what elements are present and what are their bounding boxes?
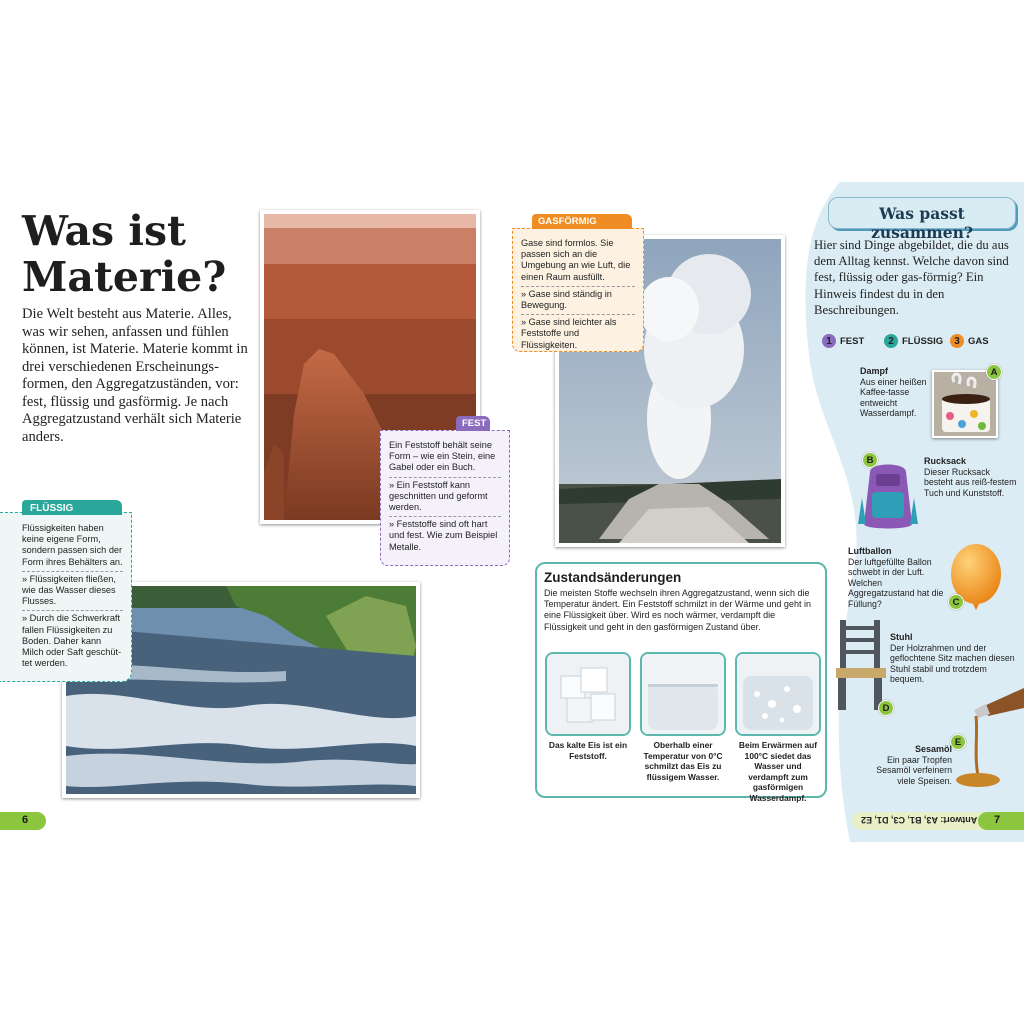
quiz-intro: Hier sind Dinge abgebildet, die du aus dem Alltag kennst. Welche davon sind fest, flüssig oder gas-förmig? Ein Hinweis findest du in den Beschreibungen. bbox=[814, 238, 1009, 317]
item-name-luftballon: Luftballon bbox=[848, 546, 892, 556]
chair-image bbox=[832, 618, 888, 712]
legend-label-fest: FEST bbox=[840, 335, 865, 347]
beaker-steam-image bbox=[735, 652, 821, 736]
answer-strip bbox=[852, 812, 986, 830]
item-letter-e: E bbox=[950, 734, 966, 750]
beaker-water-caption: Oberhalb einer Temperatur von 0°C schmilzt das Eis zu flüssigem Wasser. bbox=[643, 740, 723, 782]
legend-label-fluessig: FLÜSSIG bbox=[902, 335, 944, 347]
item-name-sesamoel: Sesamöl bbox=[914, 744, 952, 754]
gas-paragraph-1: Gase sind formlos. Sie passen sich an die Umgebung an wie Luft, die einen Raum ausfüllt. bbox=[521, 238, 631, 282]
coffee-cup-image bbox=[932, 370, 998, 438]
legend-number-2: 2 bbox=[884, 334, 898, 348]
zustand-title: Zustandsänderungen bbox=[544, 570, 682, 585]
legend-item-fest bbox=[822, 334, 864, 348]
fluessig-tag: FLÜSSIG bbox=[22, 500, 122, 515]
page-number-right: 7 bbox=[978, 812, 1024, 830]
legend-number-1: 1 bbox=[822, 334, 836, 348]
gasfoermig-infobox bbox=[512, 228, 644, 352]
item-letter-c: C bbox=[948, 594, 964, 610]
page-title: Was ist Materie? bbox=[22, 207, 227, 301]
beaker-steam-caption: Beim Erwärmen auf 100°C siedet das Wasser und verdampft zum gasförmigen Wasserdampf. bbox=[738, 740, 818, 803]
item-name-dampf: Dampf bbox=[860, 366, 889, 376]
legend-label-gas: GAS bbox=[968, 335, 989, 347]
beaker-ice-image bbox=[545, 652, 631, 736]
intro-text: Die Welt besteht aus Materie. Alles, was wir sehen, anfassen und fühlen können, ist Materie. Materie kommt in drei verschiedenen Erscheinungs-formen, den Aggregatzuständen, vor: fest, flüssig und gasförmig. Je nach Aggregatzustand verhält sich Materie anders. bbox=[22, 306, 248, 445]
quiz-item-sesamoel bbox=[856, 744, 952, 786]
quiz-item-luftballon bbox=[848, 546, 946, 610]
beaker-water-image bbox=[640, 652, 726, 736]
fluessig-paragraph-3: » Durch die Schwerkraft fallen Flüssigkeiten zu Boden. Daher kann Milch oder Saft geschüt-tet werden. bbox=[22, 610, 123, 672]
fluessig-infobox bbox=[0, 512, 132, 682]
zustandsaenderungen-box bbox=[535, 562, 827, 803]
page-number-left: 6 bbox=[0, 812, 46, 830]
fest-paragraph-1: Ein Feststoff behält seine Form – wie ein Stein, eine Gabel oder ein Buch. bbox=[389, 440, 496, 473]
gas-paragraph-2: » Gase sind ständig in Bewegung. bbox=[521, 286, 635, 314]
beaker-water bbox=[640, 652, 726, 803]
beaker-ice-caption: Das kalte Eis ist ein Feststoff. bbox=[548, 740, 628, 761]
item-text-rucksack: Dieser Rucksack besteht aus reiß-festem Tuch und Kunststoff. bbox=[924, 466, 1017, 498]
quiz-title: Was passt zusammen? bbox=[828, 197, 1016, 229]
fest-infobox bbox=[380, 430, 510, 566]
item-name-stuhl: Stuhl bbox=[890, 632, 913, 642]
item-letter-a: A bbox=[986, 364, 1002, 380]
zustand-text: Die meisten Stoffe wechseln ihren Aggregatzustand, wenn sich die Temperatur ändert. Ein Feststoff schmilzt in der Wärme und geht in eine Flüssigkeit über. Wird es noch wärmer, verdampft die Flüssigkeit und geht in den gasförmigen Zustand über. bbox=[544, 588, 811, 632]
item-letter-b: B bbox=[862, 452, 878, 468]
item-text-sesamoel: Ein paar Tropfen Sesamöl verfeinern viele Speisen. bbox=[876, 754, 952, 786]
legend-item-gas bbox=[950, 334, 989, 348]
beaker-steam bbox=[735, 652, 821, 803]
legend-number-3: 3 bbox=[950, 334, 964, 348]
backpack-image bbox=[856, 458, 920, 532]
quiz-item-stuhl bbox=[890, 632, 1020, 685]
state-legend bbox=[822, 334, 1018, 352]
item-text-luftballon: Der luftgefüllte Ballon schwebt in der Luft. Welchen Aggregatzustand hat die Füllung? bbox=[848, 556, 944, 609]
fluessig-paragraph-2: » Flüssigkeiten fließen, wie das Wasser dieses Flusses. bbox=[22, 571, 123, 611]
item-name-rucksack: Rucksack bbox=[924, 456, 967, 466]
gas-paragraph-3: » Gase sind leichter als Feststoffe und Flüssigkeiten. bbox=[521, 314, 635, 354]
item-text-stuhl: Der Holzrahmen und der geflochtene Sitz machen diesen Stuhl stabil und trotzdem bequem. bbox=[890, 642, 1015, 685]
gasfoermig-tag: GASFÖRMIG bbox=[532, 214, 632, 229]
fluessig-paragraph-1: Flüssigkeiten haben keine eigene Form, sondern passen sich der Form ihres Behälters an. bbox=[22, 523, 123, 567]
beaker-ice bbox=[545, 652, 631, 803]
fest-tag: FEST bbox=[456, 416, 490, 431]
item-text-dampf: Aus einer heißen Kaffee-tasse entweicht Wasserdampf. bbox=[860, 376, 927, 419]
fest-paragraph-2: » Ein Feststoff kann geschnitten und geformt werden. bbox=[389, 477, 501, 517]
legend-item-fluessig bbox=[884, 334, 943, 348]
fest-paragraph-3: » Feststoffe sind oft hart und fest. Wie zum Beispiel Metalle. bbox=[389, 516, 501, 556]
answer-text: Antwort: A3, B1, C3, D1, E2 bbox=[860, 815, 978, 825]
item-letter-d: D bbox=[878, 700, 894, 716]
quiz-item-rucksack bbox=[924, 456, 1020, 498]
quiz-item-dampf bbox=[860, 366, 932, 419]
